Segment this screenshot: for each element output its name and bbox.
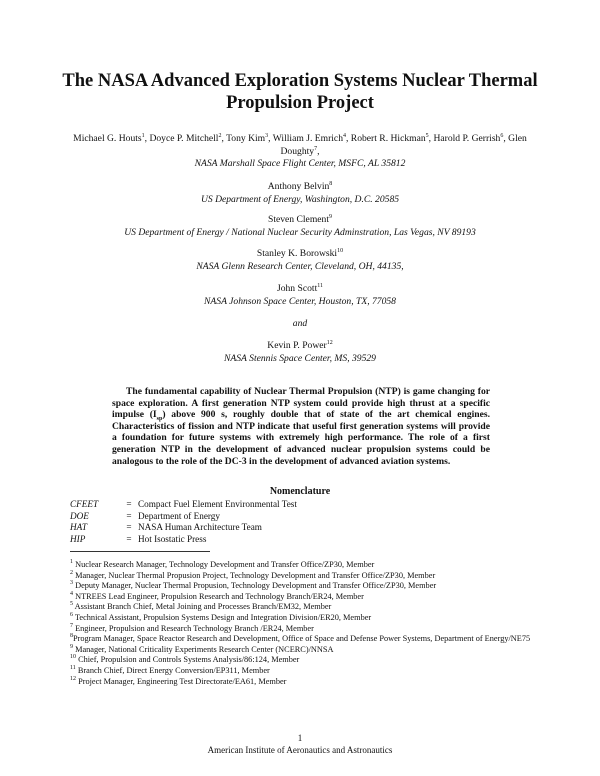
footnote-marker: 8 <box>70 633 73 640</box>
footnote-text: Nuclear Research Manager, Technology Development and Transfer Office/ZP30, Member <box>73 560 375 569</box>
nomenclature-definition: Hot Isostatic Press <box>138 533 207 544</box>
author-sup: 11 <box>317 282 324 289</box>
footnote <box>70 581 540 592</box>
abstract-text-1: The fundamental capability of Nuclear Thermal Propulsion (NTP) is game changing for space exploration. A first generation NTP system could provide high thrust at a specific impulse (I <box>112 386 490 421</box>
author-name: Stanley K. Borowski <box>256 248 338 259</box>
author-sup: 1 <box>141 132 145 139</box>
author-name: Steven Clement <box>267 214 329 225</box>
nomenclature-entry <box>70 511 297 523</box>
author-sup: 8 <box>329 180 333 187</box>
footnote <box>70 655 540 666</box>
nomenclature-definition: Department of Energy <box>138 510 220 521</box>
author-sup: 9 <box>329 213 332 220</box>
footnote-marker: 3 <box>70 580 73 587</box>
nomenclature-equals: = <box>126 499 132 509</box>
and-separator: and <box>292 318 308 329</box>
author-block-clement <box>60 214 540 239</box>
page-number: 1 <box>297 733 303 743</box>
footnote-text: Manager, National Criticality Experiments Research Center (NCERC)/NNSA <box>73 644 334 654</box>
footnote <box>70 634 540 645</box>
footnote-marker: 2 <box>70 569 73 576</box>
author-name: John Scott <box>276 283 318 294</box>
author-block-borowski <box>60 248 540 273</box>
nomenclature-list <box>70 499 297 545</box>
nomenclature-entry <box>70 534 297 546</box>
footnote-separator <box>70 551 210 552</box>
abstract <box>112 386 490 467</box>
footnote <box>70 571 540 582</box>
footnote-marker: 4 <box>70 591 73 598</box>
author-block-scott <box>60 283 540 308</box>
footnote <box>70 677 540 688</box>
author-name: Doyce P. Mitchell <box>149 133 219 144</box>
author-list-msfc <box>60 133 540 171</box>
nomenclature-definition: NASA Human Architecture Team <box>138 522 262 533</box>
footnote-marker: 6 <box>70 612 73 619</box>
footnote-marker: 10 <box>70 654 76 661</box>
footnote <box>70 666 540 677</box>
nomenclature-equals: = <box>126 533 132 544</box>
affiliation-doe: US Department of Energy, Washington, D.C. 20585 <box>200 193 400 205</box>
author-name: Anthony Belvin <box>267 181 330 192</box>
author-name: Tony Kim <box>226 133 266 144</box>
author-name: William J. Emrich <box>272 133 343 144</box>
footnote-text: Assistant Branch Chief, Metal Joining and Processes Branch/EM32, Member <box>73 602 332 612</box>
nomenclature-heading: Nomenclature <box>269 486 331 497</box>
footnote-marker: 12 <box>70 675 76 682</box>
footnote-text: Deputy Manager, Nuclear Thermal Propusion, Technology Development and Transfer Office/ZP30, Member <box>73 581 437 591</box>
author-name: Glen Doughty <box>280 133 527 157</box>
nomenclature-abbr: HAT <box>70 522 88 533</box>
author-name: Robert R. Hickman <box>350 133 426 144</box>
author-block-power <box>60 340 540 365</box>
author-sup: 12 <box>326 339 333 346</box>
footnotes <box>70 560 540 687</box>
footnote-text: NTREES Lead Engineer, Propulsion Research and Technology Branch/ER24, Member <box>73 591 364 601</box>
nomenclature-abbr: HIP <box>70 533 86 544</box>
nomenclature-definition: Compact Fuel Element Environmental Test <box>138 499 297 509</box>
author-sup: 7 <box>314 145 318 152</box>
footnote-text: Manager, Nuclear Thermal Propusion Project, Technology Development and Transfer Office/ZP30, Member <box>73 570 436 580</box>
footnote-marker: 9 <box>70 643 73 650</box>
footnote <box>70 613 540 624</box>
affiliation-ssc: NASA Stennis Space Center, MS, 39529 <box>224 352 376 364</box>
nomenclature-equals: = <box>126 510 132 521</box>
author-sup: 6 <box>500 132 504 139</box>
page-footer: American Institute of Aeronautics and Astronautics <box>207 745 393 755</box>
author-sup: 2 <box>218 132 222 139</box>
author-name: Michael G. Houts <box>73 133 142 144</box>
footnote-marker: 11 <box>70 665 76 672</box>
nomenclature-entry <box>70 522 297 534</box>
author-sup: 3 <box>265 132 269 139</box>
footnote-text: Program Manager, Space Reactor Research and Development, Office of Space and Defense Power Systems, Department of Energy/NE75 <box>73 634 531 644</box>
nomenclature-entry <box>70 499 297 511</box>
footnote-text: Project Manager, Engineering Test Directorate/EA61, Member <box>76 676 287 686</box>
footnote-text: Branch Chief, Direct Energy Conversion/EP311, Member <box>75 665 270 675</box>
author-block-belvin <box>60 181 540 206</box>
footnote <box>70 645 540 656</box>
footnote-text: Engineer, Propulsion and Research Technology Branch /ER24, Member <box>73 623 314 633</box>
paper-title: The NASA Advanced Exploration Systems Nuclear Thermal Propulsion Project <box>62 71 538 113</box>
abstract-text-2: ) above 900 s, roughly double that of state of the art chemical engines. Characteristics of fission and NTP indicate that useful first generation systems will provide a foundation for future systems with extremely high performance. The role of a first generation NTP in the development of advanced nuclear propulsion systems could be analogous to the role of the DC-3 in the development of advanced aviation systems. <box>112 409 491 467</box>
footnote-text: Technical Assistant, Propulsion Systems Design and Integration Division/ER20, Member <box>73 612 372 622</box>
nomenclature-equals: = <box>126 522 132 533</box>
author-name: Kevin P. Power <box>267 340 327 351</box>
affiliation-grc: NASA Glenn Research Center, Cleveland, OH, 44135, <box>196 260 404 272</box>
nomenclature-abbr: DOE <box>70 510 89 521</box>
affiliation-nnsa: US Department of Energy / National Nuclear Security Adminstration, Las Vegas, NV 89193 <box>124 226 476 238</box>
footnote <box>70 602 540 613</box>
footnote-marker: 7 <box>70 622 73 629</box>
affiliation-jsc: NASA Johnson Space Center, Houston, TX, 77058 <box>204 295 396 307</box>
author-name: Harold P. Gerrish <box>433 133 501 144</box>
footnote <box>70 560 540 571</box>
author-sup: 10 <box>337 247 344 254</box>
author-sup: 4 <box>343 132 346 139</box>
footnote <box>70 592 540 603</box>
nomenclature-abbr: CFEET <box>70 499 99 509</box>
abstract-subscript: sp <box>156 416 163 423</box>
affiliation-msfc: NASA Marshall Space Flight Center, MSFC, AL 35812 <box>194 158 406 169</box>
footnote <box>70 624 540 635</box>
footnote-text: Chief, Propulsion and Controls Systems Analysis/86:124, Member <box>76 655 300 665</box>
author-names: Michael G. Houts$^1$, Doyce P. Mitchell$^2$, Tony Kim$^3$, William J. Emrich$^4$, Robert R. Hickman$^5$, Harold P. Gerrish$^6$, Glen Doughty$^7$, <box>73 132 527 157</box>
footnote-marker: 5 <box>70 601 73 608</box>
author-sup: 5 <box>425 132 429 139</box>
footnote-marker: 1 <box>70 559 73 566</box>
